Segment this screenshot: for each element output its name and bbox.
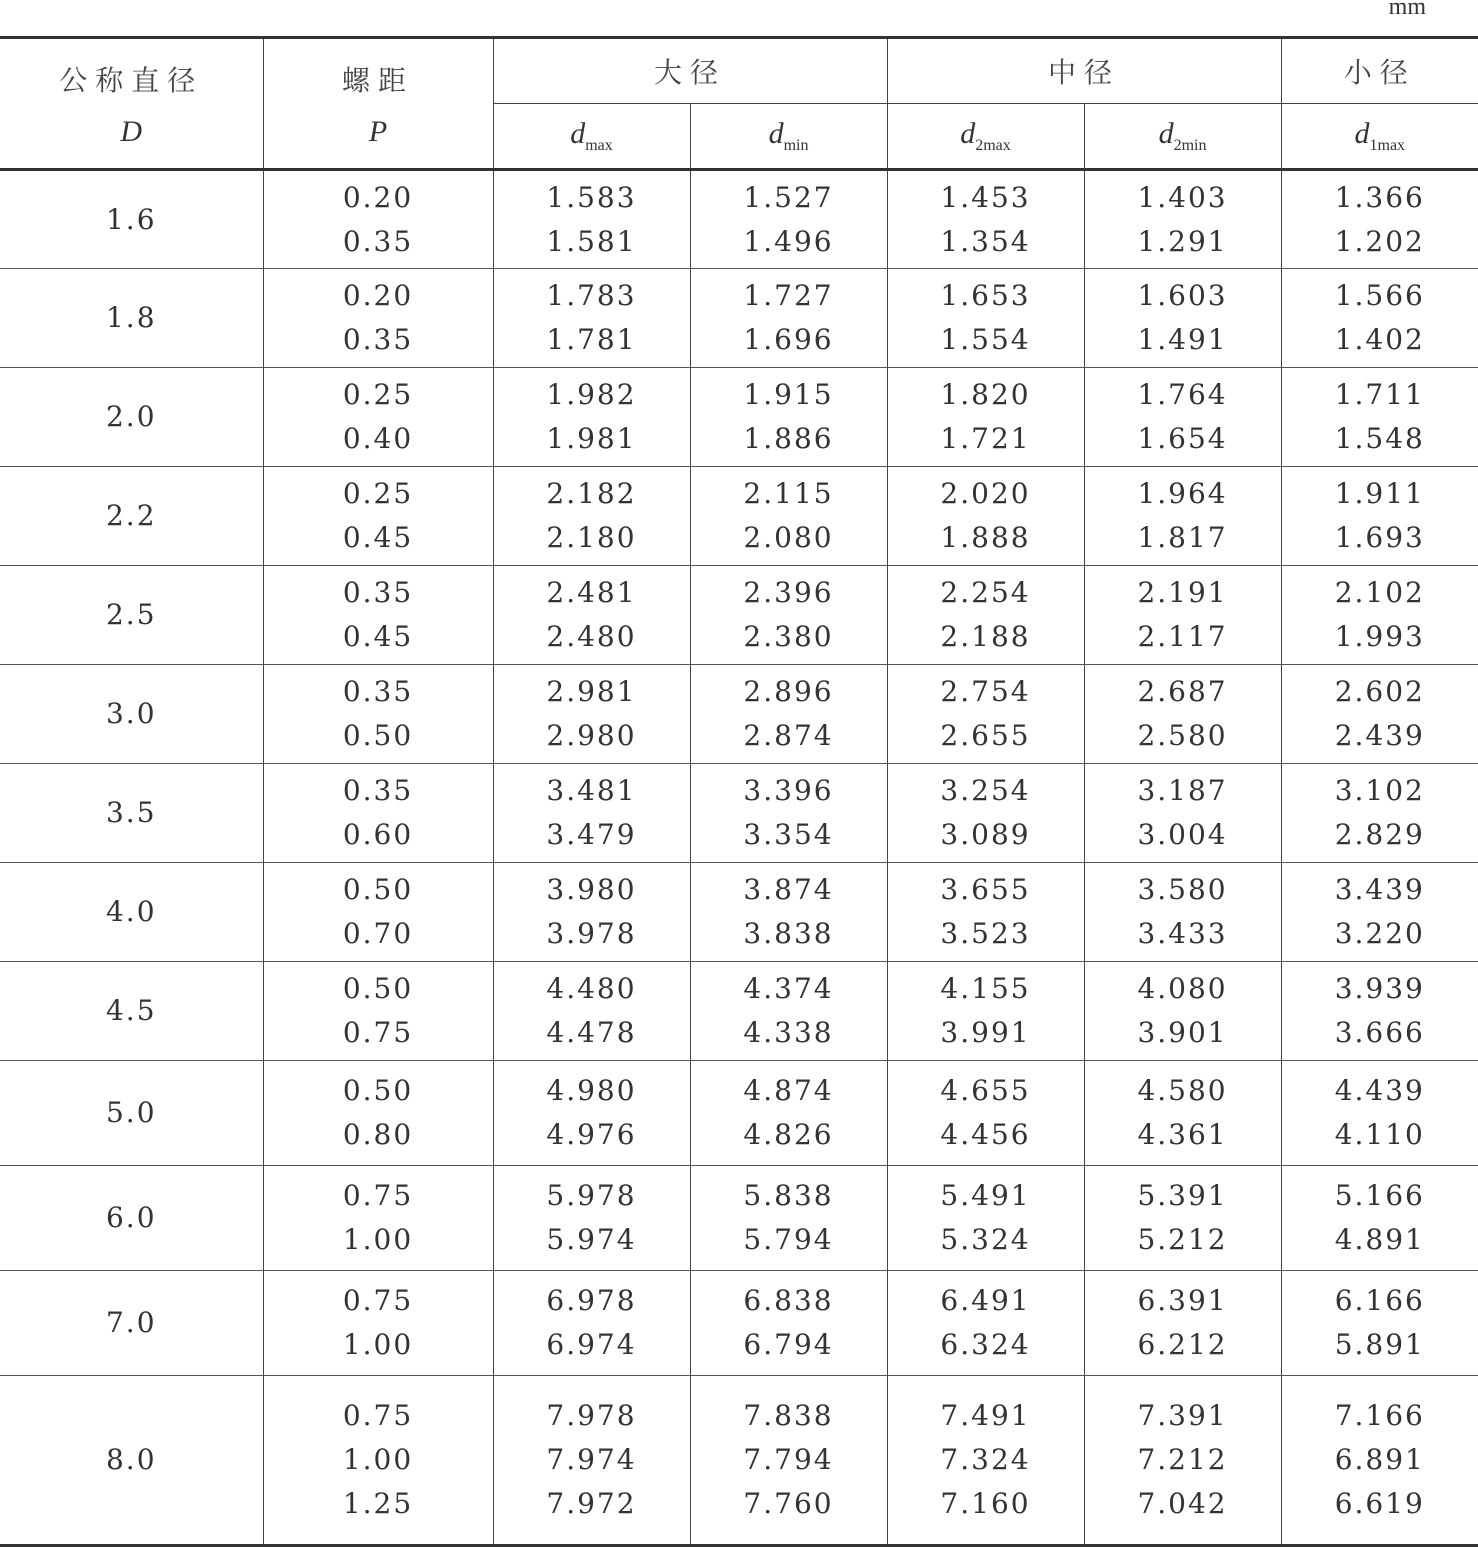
dmin-value: 2.080 (743, 521, 834, 554)
d1max-value: 3.666 (1334, 1016, 1425, 1049)
nominal-diameter-cell: 2.0 (0, 368, 263, 467)
d2max-value: 6.324 (940, 1328, 1031, 1361)
dmin-value: 7.838 (743, 1399, 834, 1432)
dmax-value: 2.182 (546, 477, 637, 510)
dmin-value: 6.838 (743, 1284, 834, 1317)
d1max-cell (1281, 1376, 1478, 1546)
d1max-value: 1.548 (1334, 422, 1425, 455)
pitch-value: 0.35 (342, 224, 414, 258)
dmin-cell (690, 566, 887, 665)
pitch-value: 0.80 (342, 1118, 414, 1151)
d2max-value: 2.754 (940, 675, 1031, 708)
pitch-value: 0.50 (342, 1074, 414, 1107)
nominal-diameter-cell: 2.2 (0, 467, 263, 566)
dmin-cell (690, 170, 887, 269)
nominal-diameter-cell: 8.0 (0, 1376, 263, 1546)
header-nominal-diameter (0, 38, 263, 170)
pitch-symbol: P (368, 114, 388, 148)
dmax-cell (493, 1271, 690, 1376)
pitch-cell (263, 467, 493, 566)
pitch-value: 0.25 (342, 477, 414, 510)
d2min-cell (1084, 1376, 1281, 1546)
dmax-value: 1.981 (546, 422, 637, 455)
table-row (0, 368, 1478, 467)
pitch-value: 0.40 (342, 422, 414, 455)
dmin-value: 1.696 (743, 323, 834, 356)
d1max-value: 1.993 (1334, 620, 1425, 653)
d1max-value: 1.711 (1334, 378, 1425, 411)
d2min-value: 5.391 (1137, 1179, 1228, 1212)
d1max-value: 2.602 (1334, 675, 1425, 708)
dmin-cell (690, 1061, 887, 1166)
dmax-cell (493, 269, 690, 368)
d2max-cell (887, 962, 1084, 1061)
d2max-value: 7.160 (940, 1487, 1031, 1520)
dmin-cell (690, 863, 887, 962)
d2min-cell (1084, 962, 1281, 1061)
pitch-label: 螺距 (341, 63, 414, 97)
table-row (0, 467, 1478, 566)
dmin-subscript: min (783, 137, 809, 154)
pitch-value: 1.00 (342, 1223, 414, 1256)
dmax-value: 2.481 (546, 576, 637, 609)
d1max-cell (1281, 1166, 1478, 1271)
dmin-value: 7.794 (743, 1443, 834, 1476)
pitch-value: 0.25 (342, 378, 414, 411)
dmax-cell (493, 665, 690, 764)
d2min-value: 3.901 (1137, 1016, 1228, 1049)
d1max-value: 2.439 (1334, 719, 1425, 752)
d2max-value: 1.653 (940, 279, 1031, 312)
d1max-value: 7.166 (1334, 1399, 1425, 1432)
d2max-value: 3.523 (940, 917, 1031, 950)
d2max-value: 1.554 (940, 323, 1031, 356)
d2min-value: 2.117 (1137, 620, 1228, 653)
pitch-value: 0.35 (342, 675, 414, 708)
pitch-cell (263, 566, 493, 665)
dmax-cell (493, 566, 690, 665)
pitch-value: 0.75 (342, 1284, 414, 1317)
nominal-diameter-cell: 7.0 (0, 1271, 263, 1376)
d1max-value: 4.891 (1334, 1223, 1425, 1256)
d2min-value: 3.187 (1137, 774, 1228, 807)
table-row (0, 170, 1478, 269)
d1max-value: 3.220 (1334, 917, 1425, 950)
d2max-value: 6.491 (940, 1284, 1031, 1317)
pitch-cell (263, 269, 493, 368)
dmax-value: 4.478 (546, 1016, 637, 1049)
dmin-cell (690, 665, 887, 764)
d2min-cell (1084, 467, 1281, 566)
dmin-value: 4.874 (743, 1074, 834, 1107)
dmax-value: 1.781 (546, 323, 637, 356)
d2min-value: 7.391 (1137, 1399, 1228, 1432)
dmax-cell (493, 1166, 690, 1271)
thread-dimension-table (0, 36, 1478, 1547)
header-d2max (887, 104, 1084, 170)
d2max-value: 3.991 (940, 1016, 1031, 1049)
pitch-cell (263, 1061, 493, 1166)
nominal-diameter-cell: 3.0 (0, 665, 263, 764)
d2min-value: 3.580 (1137, 873, 1228, 906)
dmin-value: 3.838 (743, 917, 834, 950)
dmax-value: 2.480 (546, 620, 637, 653)
pitch-value: 0.70 (342, 917, 414, 950)
pitch-cell (263, 863, 493, 962)
d2max-value: 1.721 (940, 422, 1031, 455)
header-row-top (0, 38, 1478, 104)
pitch-value: 0.45 (342, 521, 414, 554)
d1max-value: 3.102 (1334, 774, 1425, 807)
d1max-cell (1281, 962, 1478, 1061)
d2max-value: 4.155 (940, 972, 1031, 1005)
d2max-value: 2.020 (940, 477, 1031, 510)
d1max-value: 1.202 (1334, 224, 1425, 258)
dmax-value: 5.974 (546, 1223, 637, 1256)
dmin-value: 2.874 (743, 719, 834, 752)
dmax-value: 1.783 (546, 279, 637, 312)
dmin-value: 5.838 (743, 1179, 834, 1212)
d1max-value: 6.166 (1334, 1284, 1425, 1317)
pitch-value: 1.00 (342, 1443, 414, 1476)
d1max-value: 1.693 (1334, 521, 1425, 554)
d1max-value: 2.102 (1334, 576, 1425, 609)
table-row (0, 1376, 1478, 1546)
nominal-diameter-cell: 1.6 (0, 170, 263, 269)
dmin-value: 4.338 (743, 1016, 834, 1049)
header-d1max (1281, 104, 1478, 170)
dmax-value: 4.976 (546, 1118, 637, 1151)
pitch-value: 1.25 (342, 1487, 414, 1520)
dmax-value: 1.583 (546, 180, 637, 214)
nominal-diameter-cell: 6.0 (0, 1166, 263, 1271)
dmax-cell (493, 962, 690, 1061)
dmax-value: 2.981 (546, 675, 637, 708)
d2max-cell (887, 1061, 1084, 1166)
d2min-value: 1.403 (1137, 180, 1228, 214)
pitch-value: 0.20 (342, 279, 414, 312)
d2max-value: 4.456 (940, 1118, 1031, 1151)
d2min-value: 7.212 (1137, 1443, 1228, 1476)
table-row (0, 1166, 1478, 1271)
table-row (0, 1061, 1478, 1166)
nominal-diameter-cell: 4.5 (0, 962, 263, 1061)
dmax-value: 4.480 (546, 972, 637, 1005)
d1max-value: 1.911 (1334, 477, 1425, 510)
dmin-value: 1.915 (743, 378, 834, 411)
dmin-value: 1.886 (743, 422, 834, 455)
dmax-cell (493, 170, 690, 269)
pitch-cell (263, 368, 493, 467)
table-row (0, 764, 1478, 863)
table-body (0, 170, 1478, 1546)
nominal-diameter-cell: 5.0 (0, 1061, 263, 1166)
table-row (0, 1271, 1478, 1376)
d2min-cell (1084, 1061, 1281, 1166)
dmax-value: 6.974 (546, 1328, 637, 1361)
dmax-value: 3.479 (546, 818, 637, 851)
header-pitch-diameter (887, 38, 1281, 104)
d1max-value: 6.891 (1334, 1443, 1425, 1476)
pitch-cell (263, 170, 493, 269)
dmax-value: 4.980 (546, 1074, 637, 1107)
pitch-value: 0.60 (342, 818, 414, 851)
table-row (0, 269, 1478, 368)
dmin-value: 2.396 (743, 576, 834, 609)
pitch-cell (263, 1376, 493, 1546)
dmax-cell (493, 1061, 690, 1166)
nominal-diameter-cell: 1.8 (0, 269, 263, 368)
dmin-value: 3.396 (743, 774, 834, 807)
d1max-value: 6.619 (1334, 1487, 1425, 1520)
dmax-value: 7.978 (546, 1399, 637, 1432)
nominal-diameter-label: 公称直径 (59, 63, 204, 97)
header-pitch (263, 38, 493, 170)
d2max-cell (887, 764, 1084, 863)
pitch-value: 0.35 (342, 774, 414, 807)
unit-label: mm (1388, 0, 1426, 20)
header-minor-diameter (1281, 38, 1478, 104)
d1max-symbol: d (1354, 117, 1370, 150)
d2min-cell (1084, 1271, 1281, 1376)
pitch-diameter-label: 中径 (1048, 56, 1121, 89)
d1max-value: 1.402 (1334, 323, 1425, 356)
d2max-cell (887, 1166, 1084, 1271)
d2max-cell (887, 170, 1084, 269)
d2max-cell (887, 368, 1084, 467)
nominal-diameter-cell: 3.5 (0, 764, 263, 863)
dmin-value: 6.794 (743, 1328, 834, 1361)
dmin-value: 1.527 (743, 180, 834, 214)
table-row (0, 566, 1478, 665)
dmin-cell (690, 269, 887, 368)
d1max-cell (1281, 665, 1478, 764)
dmax-cell (493, 368, 690, 467)
pitch-value: 0.75 (342, 1016, 414, 1049)
d2min-value: 1.764 (1137, 378, 1228, 411)
d1max-cell (1281, 764, 1478, 863)
d1max-value: 5.891 (1334, 1328, 1425, 1361)
d2min-value: 1.964 (1137, 477, 1228, 510)
dmin-value: 4.374 (743, 972, 834, 1005)
dmin-cell (690, 1271, 887, 1376)
dmin-value: 2.896 (743, 675, 834, 708)
dmin-cell (690, 467, 887, 566)
d2max-cell (887, 863, 1084, 962)
d1max-value: 5.166 (1334, 1179, 1425, 1212)
d2min-cell (1084, 764, 1281, 863)
d2max-value: 1.888 (940, 521, 1031, 554)
d2max-symbol: d (960, 117, 976, 150)
dmax-value: 3.980 (546, 873, 637, 906)
d1max-cell (1281, 368, 1478, 467)
dmin-value: 2.380 (743, 620, 834, 653)
d2min-cell (1084, 665, 1281, 764)
d2max-subscript: 2max (975, 137, 1011, 154)
nominal-diameter-cell: 2.5 (0, 566, 263, 665)
d2min-value: 1.654 (1137, 422, 1228, 455)
dmax-value: 1.581 (546, 224, 637, 258)
pitch-cell (263, 764, 493, 863)
table-row (0, 863, 1478, 962)
dmax-cell (493, 764, 690, 863)
d2min-symbol: d (1158, 117, 1174, 150)
d2min-cell (1084, 170, 1281, 269)
d2max-value: 1.820 (940, 378, 1031, 411)
d1max-cell (1281, 170, 1478, 269)
dmin-value: 3.874 (743, 873, 834, 906)
pitch-cell (263, 962, 493, 1061)
d1max-value: 4.439 (1334, 1074, 1425, 1107)
d2max-value: 3.089 (940, 818, 1031, 851)
header-dmin (690, 104, 887, 170)
d1max-value: 1.566 (1334, 279, 1425, 312)
d1max-cell (1281, 1271, 1478, 1376)
pitch-value: 0.20 (342, 180, 414, 214)
dmin-value: 7.760 (743, 1487, 834, 1520)
d2max-value: 1.354 (940, 224, 1031, 258)
d2min-value: 4.080 (1137, 972, 1228, 1005)
dmin-cell (690, 962, 887, 1061)
pitch-value: 0.35 (342, 576, 414, 609)
d1max-value: 1.366 (1334, 180, 1425, 214)
dmin-value: 4.826 (743, 1118, 834, 1151)
d1max-cell (1281, 269, 1478, 368)
d2max-value: 2.188 (940, 620, 1031, 653)
header-major-diameter (493, 38, 887, 104)
dmax-subscript: max (585, 137, 613, 154)
d2max-cell (887, 1271, 1084, 1376)
dmax-cell (493, 467, 690, 566)
d2max-value: 5.491 (940, 1179, 1031, 1212)
d2min-value: 4.361 (1137, 1118, 1228, 1151)
d2min-value: 6.212 (1137, 1328, 1228, 1361)
dmin-symbol: d (768, 117, 784, 150)
d2max-value: 1.453 (940, 180, 1031, 214)
d2min-value: 1.817 (1137, 521, 1228, 554)
dmin-value: 5.794 (743, 1223, 834, 1256)
dmax-cell (493, 1376, 690, 1546)
dmax-value: 7.974 (546, 1443, 637, 1476)
dmax-value: 7.972 (546, 1487, 637, 1520)
d2max-cell (887, 467, 1084, 566)
d2min-cell (1084, 368, 1281, 467)
dmin-cell (690, 1166, 887, 1271)
d2min-value: 3.433 (1137, 917, 1228, 950)
d2max-cell (887, 269, 1084, 368)
d2min-subscript: 2min (1173, 137, 1207, 154)
dmax-symbol: d (570, 117, 586, 150)
d2min-value: 6.391 (1137, 1284, 1228, 1317)
major-diameter-label: 大径 (654, 56, 727, 89)
d2max-cell (887, 665, 1084, 764)
dmax-value: 3.481 (546, 774, 637, 807)
minor-diameter-label: 小径 (1343, 56, 1416, 89)
d2max-value: 4.655 (940, 1074, 1031, 1107)
d2min-value: 3.004 (1137, 818, 1228, 851)
d2max-value: 5.324 (940, 1223, 1031, 1256)
pitch-value: 0.50 (342, 873, 414, 906)
nominal-diameter-symbol: D (120, 114, 143, 148)
pitch-cell (263, 665, 493, 764)
table-row (0, 665, 1478, 764)
pitch-value: 0.35 (342, 323, 414, 356)
d2max-value: 3.254 (940, 774, 1031, 807)
dmax-value: 3.978 (546, 917, 637, 950)
d1max-cell (1281, 467, 1478, 566)
pitch-value: 0.50 (342, 972, 414, 1005)
d2min-value: 2.580 (1137, 719, 1228, 752)
dmin-cell (690, 368, 887, 467)
pitch-value: 0.75 (342, 1179, 414, 1212)
d1max-value: 2.829 (1334, 818, 1425, 851)
d2max-value: 7.491 (940, 1399, 1031, 1432)
d1max-cell (1281, 1061, 1478, 1166)
pitch-value: 0.45 (342, 620, 414, 653)
dmax-value: 2.180 (546, 521, 637, 554)
d1max-value: 4.110 (1334, 1118, 1425, 1151)
header-d2min (1084, 104, 1281, 170)
dmin-cell (690, 1376, 887, 1546)
dmax-value: 6.978 (546, 1284, 637, 1317)
d2min-value: 4.580 (1137, 1074, 1228, 1107)
dmax-value: 2.980 (546, 719, 637, 752)
header-dmax (493, 104, 690, 170)
pitch-value: 0.75 (342, 1399, 414, 1432)
pitch-value: 0.50 (342, 719, 414, 752)
d2min-cell (1084, 269, 1281, 368)
dmax-cell (493, 863, 690, 962)
d1max-value: 3.939 (1334, 972, 1425, 1005)
d2min-value: 1.291 (1137, 224, 1228, 258)
d1max-value: 3.439 (1334, 873, 1425, 906)
d2min-value: 2.191 (1137, 576, 1228, 609)
dmin-value: 2.115 (743, 477, 834, 510)
nominal-diameter-cell: 4.0 (0, 863, 263, 962)
pitch-cell (263, 1166, 493, 1271)
d2max-cell (887, 566, 1084, 665)
d1max-subscript: 1max (1369, 137, 1406, 154)
d2min-cell (1084, 863, 1281, 962)
d1max-cell (1281, 566, 1478, 665)
d2max-value: 7.324 (940, 1443, 1031, 1476)
dmax-value: 1.982 (546, 378, 637, 411)
table-row (0, 962, 1478, 1061)
d2max-cell (887, 1376, 1084, 1546)
pitch-cell (263, 1271, 493, 1376)
dmin-cell (690, 764, 887, 863)
d2min-value: 1.491 (1137, 323, 1228, 356)
dmin-value: 3.354 (743, 818, 834, 851)
dmin-value: 1.496 (743, 224, 834, 258)
d2min-cell (1084, 1166, 1281, 1271)
d2min-value: 5.212 (1137, 1223, 1228, 1256)
d2min-value: 2.687 (1137, 675, 1228, 708)
d2min-cell (1084, 566, 1281, 665)
dmax-value: 5.978 (546, 1179, 637, 1212)
d2min-value: 7.042 (1137, 1487, 1228, 1520)
d2max-value: 2.655 (940, 719, 1031, 752)
d1max-cell (1281, 863, 1478, 962)
dmin-value: 1.727 (743, 279, 834, 312)
pitch-value: 1.00 (342, 1328, 414, 1361)
d2min-value: 1.603 (1137, 279, 1228, 312)
d2max-value: 3.655 (940, 873, 1031, 906)
d2max-value: 2.254 (940, 576, 1031, 609)
